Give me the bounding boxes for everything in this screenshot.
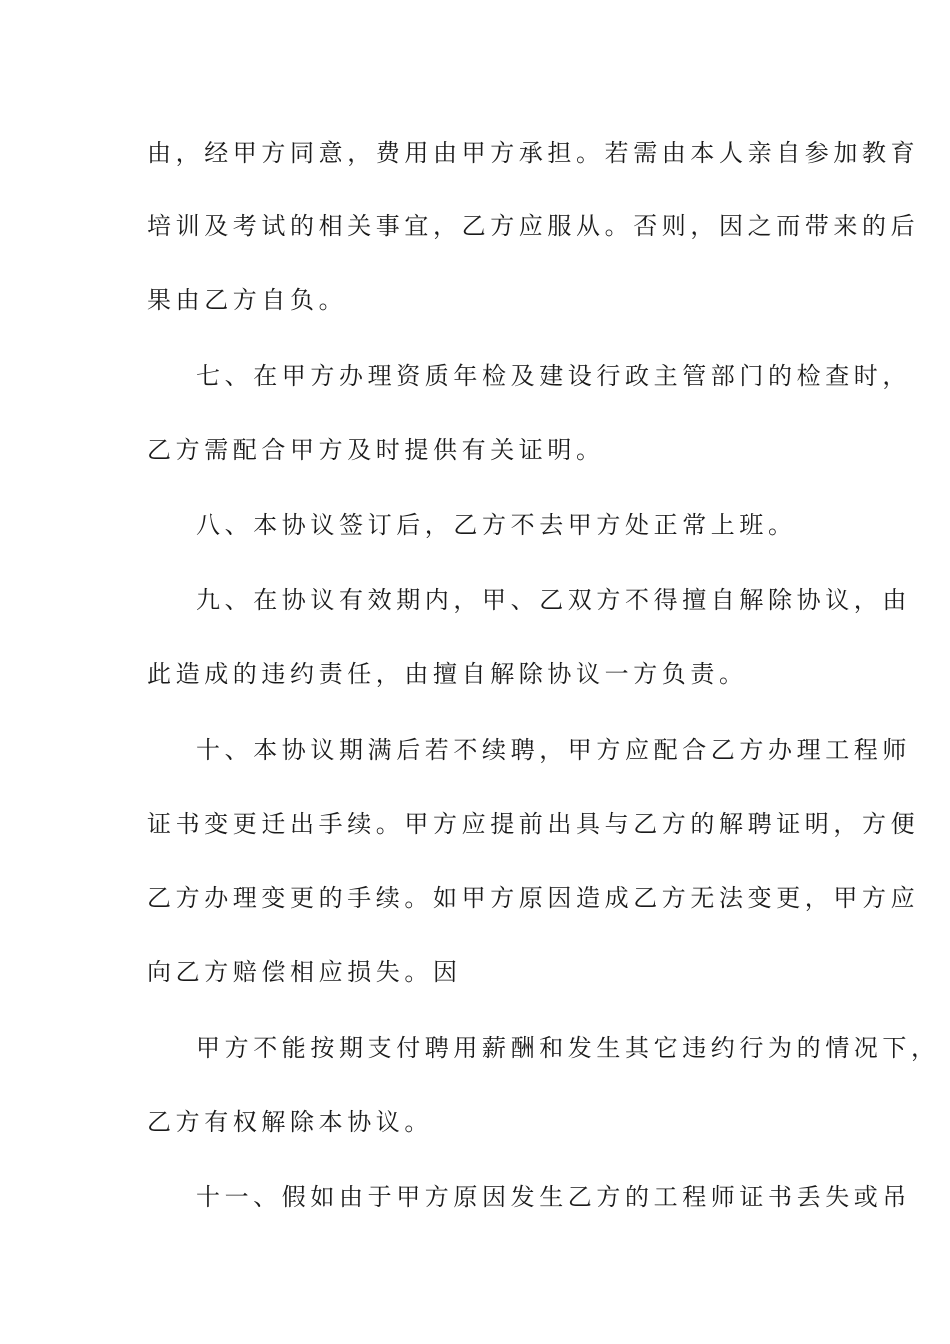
text-line: 乙方有权解除本协议。 xyxy=(147,1108,433,1136)
paragraph-start-line: 九、在协议有效期内，甲、乙双方不得擅自解除协议，由 xyxy=(196,586,911,614)
paragraph-start-line: 十、本协议期满后若不续聘，甲方应配合乙方办理工程师 xyxy=(196,736,911,764)
text-line: 乙方需配合甲方及时提供有关证明。 xyxy=(147,436,605,464)
text-line: 证书变更迁出手续。甲方应提前出具与乙方的解聘证明，方便 xyxy=(147,810,920,838)
paragraph-start-line: 十一、假如由于甲方原因发生乙方的工程师证书丢失或吊 xyxy=(196,1183,911,1211)
text-line: 由，经甲方同意，费用由甲方承担。若需由本人亲自参加教育 xyxy=(147,139,920,167)
text-line: 果由乙方自负。 xyxy=(147,286,348,314)
paragraph-start-line: 八、本协议签订后，乙方不去甲方处正常上班。 xyxy=(196,511,797,539)
paragraph-start-line: 七、在甲方办理资质年检及建设行政主管部门的检查时， xyxy=(196,362,911,390)
text-line: 乙方办理变更的手续。如甲方原因造成乙方无法变更，甲方应 xyxy=(147,884,920,912)
text-line: 培训及考试的相关事宜，乙方应服从。否则，因之而带来的后 xyxy=(147,212,920,240)
paragraph-start-line: 甲方不能按期支付聘用薪酬和发生其它违约行为的情况下， xyxy=(196,1034,940,1062)
text-line: 此造成的违约责任，由擅自解除协议一方负责。 xyxy=(147,660,748,688)
text-line: 向乙方赔偿相应损失。因 xyxy=(147,958,462,986)
